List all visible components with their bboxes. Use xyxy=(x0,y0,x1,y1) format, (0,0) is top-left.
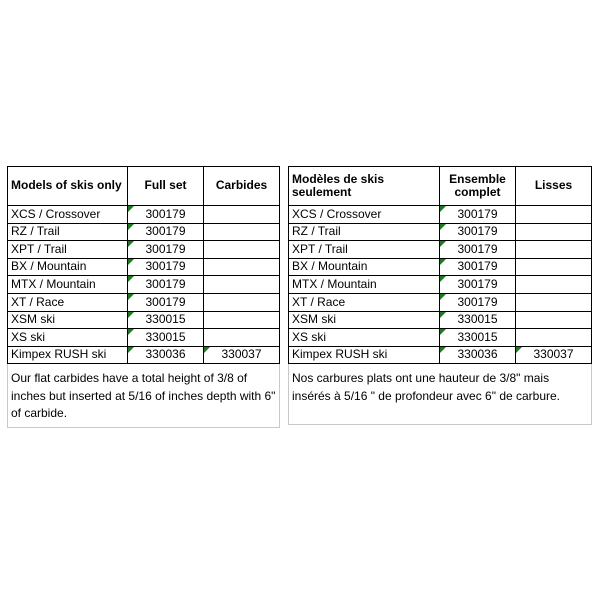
model-cell: RZ / Trail xyxy=(8,223,128,241)
model-cell: MTX / Mountain xyxy=(8,276,128,294)
french-ski-table xyxy=(288,166,592,425)
full-set-part-number: 330015 xyxy=(440,329,516,347)
table-row xyxy=(289,276,592,294)
table-row xyxy=(289,346,592,364)
carbide-part-number xyxy=(204,241,280,259)
carbide-part-number xyxy=(204,258,280,276)
header-models: Models of skis only xyxy=(8,167,128,206)
full-set-part-number: 300179 xyxy=(128,206,204,224)
table-row xyxy=(289,241,592,259)
header-carbides: Carbides xyxy=(204,167,280,206)
model-cell: XSM ski xyxy=(289,311,440,329)
french-table-body xyxy=(289,167,592,425)
carbide-part-number xyxy=(516,293,592,311)
carbide-part-number: 330037 xyxy=(204,346,280,364)
carbide-note: Our flat carbides have a total height of 3/8 of inches but inserted at 5/16 of inches depth with 6" of carbide. xyxy=(8,364,280,427)
model-cell: XCS / Crossover xyxy=(8,206,128,224)
model-cell: XCS / Crossover xyxy=(289,206,440,224)
full-set-part-number: 330036 xyxy=(128,346,204,364)
carbide-part-number: 330037 xyxy=(516,346,592,364)
model-cell: XT / Race xyxy=(8,293,128,311)
table-row xyxy=(8,241,280,259)
table-row xyxy=(8,258,280,276)
header-full-set: Full set xyxy=(128,167,204,206)
full-set-part-number: 300179 xyxy=(128,258,204,276)
note-row xyxy=(289,364,592,425)
full-set-part-number: 300179 xyxy=(440,293,516,311)
table-row xyxy=(8,206,280,224)
header-ensemble-complet: Ensemble complet xyxy=(440,167,516,206)
full-set-part-number: 300179 xyxy=(440,258,516,276)
full-set-part-number: 300179 xyxy=(440,206,516,224)
carbide-part-number xyxy=(204,276,280,294)
carbide-part-number xyxy=(516,206,592,224)
model-cell: XPT / Trail xyxy=(289,241,440,259)
model-cell: XT / Race xyxy=(289,293,440,311)
english-ski-table xyxy=(7,166,280,428)
table-row xyxy=(8,329,280,347)
english-table-body xyxy=(8,167,280,428)
table-row xyxy=(289,311,592,329)
full-set-part-number: 300179 xyxy=(440,223,516,241)
full-set-part-number: 300179 xyxy=(440,276,516,294)
table-row xyxy=(8,276,280,294)
model-cell: MTX / Mountain xyxy=(289,276,440,294)
table-row xyxy=(289,206,592,224)
full-set-part-number: 300179 xyxy=(440,241,516,259)
carbide-part-number xyxy=(516,329,592,347)
carbide-part-number xyxy=(516,241,592,259)
carbide-part-number xyxy=(516,276,592,294)
table-header-row xyxy=(289,167,592,206)
carbide-part-number xyxy=(204,329,280,347)
model-cell: XPT / Trail xyxy=(8,241,128,259)
full-set-part-number: 300179 xyxy=(128,293,204,311)
table-header-row xyxy=(8,167,280,206)
note-row xyxy=(8,364,280,427)
carbide-part-number xyxy=(204,206,280,224)
table-row xyxy=(289,258,592,276)
carbide-note: Nos carbures plats ont une hauteur de 3/8" mais insérés à 5/16 " de profondeur avec 6" de carbure. xyxy=(289,364,592,425)
full-set-part-number: 330015 xyxy=(128,329,204,347)
model-cell: BX / Mountain xyxy=(8,258,128,276)
carbide-part-number xyxy=(204,311,280,329)
carbide-part-number xyxy=(516,258,592,276)
table-row xyxy=(8,293,280,311)
model-cell: RZ / Trail xyxy=(289,223,440,241)
table-row xyxy=(289,293,592,311)
full-set-part-number: 330015 xyxy=(128,311,204,329)
table-row xyxy=(289,329,592,347)
full-set-part-number: 300179 xyxy=(128,223,204,241)
full-set-part-number: 330036 xyxy=(440,346,516,364)
model-cell: XSM ski xyxy=(8,311,128,329)
table-row xyxy=(8,311,280,329)
carbide-part-number xyxy=(516,223,592,241)
model-cell: XS ski xyxy=(289,329,440,347)
table-row xyxy=(289,223,592,241)
model-cell: XS ski xyxy=(8,329,128,347)
model-cell: Kimpex RUSH ski xyxy=(8,346,128,364)
full-set-part-number: 300179 xyxy=(128,276,204,294)
full-set-part-number: 330015 xyxy=(440,311,516,329)
header-modeles: Modèles de skis seulement xyxy=(289,167,440,206)
table-row xyxy=(8,223,280,241)
table-row xyxy=(8,346,280,364)
carbide-part-number xyxy=(204,223,280,241)
model-cell: Kimpex RUSH ski xyxy=(289,346,440,364)
carbide-part-number xyxy=(516,311,592,329)
model-cell: BX / Mountain xyxy=(289,258,440,276)
header-lisses: Lisses xyxy=(516,167,592,206)
full-set-part-number: 300179 xyxy=(128,241,204,259)
carbide-part-number xyxy=(204,293,280,311)
